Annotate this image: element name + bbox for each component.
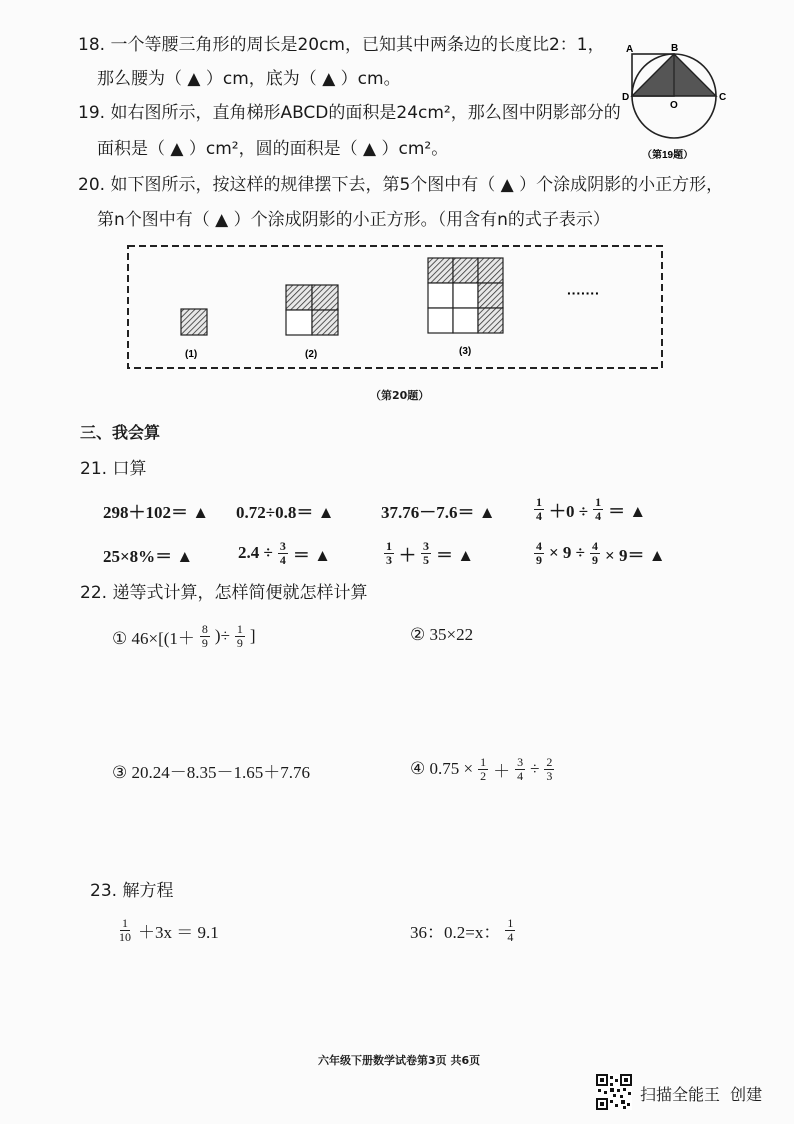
q20-figure	[125, 243, 665, 371]
q21-r2-c: $\frac{1}{3}$ ＋ $\frac{3}{5}$ ＝ ▲	[386, 538, 475, 567]
q21-r2-d: $\frac{4}{9}$ × 9 ÷ $\frac{4}{9}$ × 9＝ ▲	[536, 538, 666, 567]
q20-caption: （第20题）	[370, 389, 430, 402]
q22-problem-3: ③ 20.24－8.35－1.65＋7.76	[112, 762, 310, 782]
q20-dashed-border	[128, 246, 662, 368]
q20-label-2: (2)	[305, 349, 318, 360]
q18-line1: 18. 一个等腰三角形的周长是20cm，已知其中两条边的长度比2：1，	[78, 35, 605, 55]
q22-title: 22. 递等式计算，怎样简便就怎样计算	[80, 583, 368, 603]
q23-title: 23. 解方程	[90, 881, 174, 901]
q19-label-o: O	[670, 100, 678, 111]
q23-equation-1: $\frac{1}{10}$ ＋3x ＝ 9.1	[119, 915, 219, 944]
q19-label-d: D	[622, 92, 630, 103]
q22-problem-4: ④ 0.75 × $\frac{1}{2}$ ＋ $\frac{3}{4}$ ÷ $\frac{2}{3}$	[410, 754, 553, 783]
q19-figure	[618, 40, 730, 166]
scanner-watermark: 扫描全能王 创建	[640, 1085, 763, 1104]
q21-r1-d: $\frac{1}{4}$ ＋0 ÷ $\frac{1}{4}$ ＝ ▲	[536, 494, 647, 523]
q19-line1: 19. 如右图所示，直角梯形ABCD的面积是24cm²，那么图中阴影部分的	[78, 103, 621, 123]
q21-r2-a: 25×8%＝ ▲	[103, 546, 194, 566]
q22-problem-1: ① 46×[(1＋ $\frac{8}{9}$ )÷ $\frac{1}{9}$ ]	[112, 621, 256, 650]
q22-problem-2: ② 35×22	[410, 625, 474, 644]
qr-code-icon	[596, 1074, 632, 1110]
q23-equation-2: 36：0.2=x： $\frac{1}{4}$	[410, 915, 514, 944]
q20-fig2	[286, 285, 338, 335]
q20-line2: 第n个图中有（ ▲ ）个涂成阴影的小正方形。（用含有n的式子表示）	[97, 210, 610, 230]
q19-label-b: B	[671, 43, 679, 54]
q21-r1-a: 298＋102＝ ▲	[103, 502, 210, 522]
q18-line2: 那么腰为（ ▲ ）cm，底为（ ▲ ）cm。	[97, 69, 401, 89]
section3-title: 三、我会算	[80, 423, 161, 442]
q21-r1-b: 0.72÷0.8＝ ▲	[236, 502, 335, 522]
q19-line2: 面积是（ ▲ ）cm²，圆的面积是（ ▲ ）cm²。	[97, 139, 449, 159]
q21-r2-b: 2.4 ÷ $\frac{3}{4}$ ＝ ▲	[238, 538, 331, 567]
q19-label-a: A	[626, 44, 634, 55]
q20-label-1: (1)	[185, 349, 198, 360]
q20-label-3: (3)	[459, 346, 472, 357]
q20-line1: 20. 如下图所示，按这样的规律摆下去，第5个图中有（ ▲ ）个涂成阴影的小正方形，	[78, 175, 724, 195]
q19-label-c: C	[719, 92, 727, 103]
q19-caption: （第19题）	[642, 150, 694, 161]
q20-ellipsis: ·······	[567, 285, 600, 301]
q20-fig3	[428, 258, 503, 333]
q20-fig1-square	[181, 309, 207, 335]
q21-r1-c: 37.76－7.6＝ ▲	[381, 502, 496, 522]
footer-page-label: 六年级下册数学试卷第3页 共6页	[318, 1054, 481, 1067]
q21-title: 21. 口算	[80, 459, 147, 479]
